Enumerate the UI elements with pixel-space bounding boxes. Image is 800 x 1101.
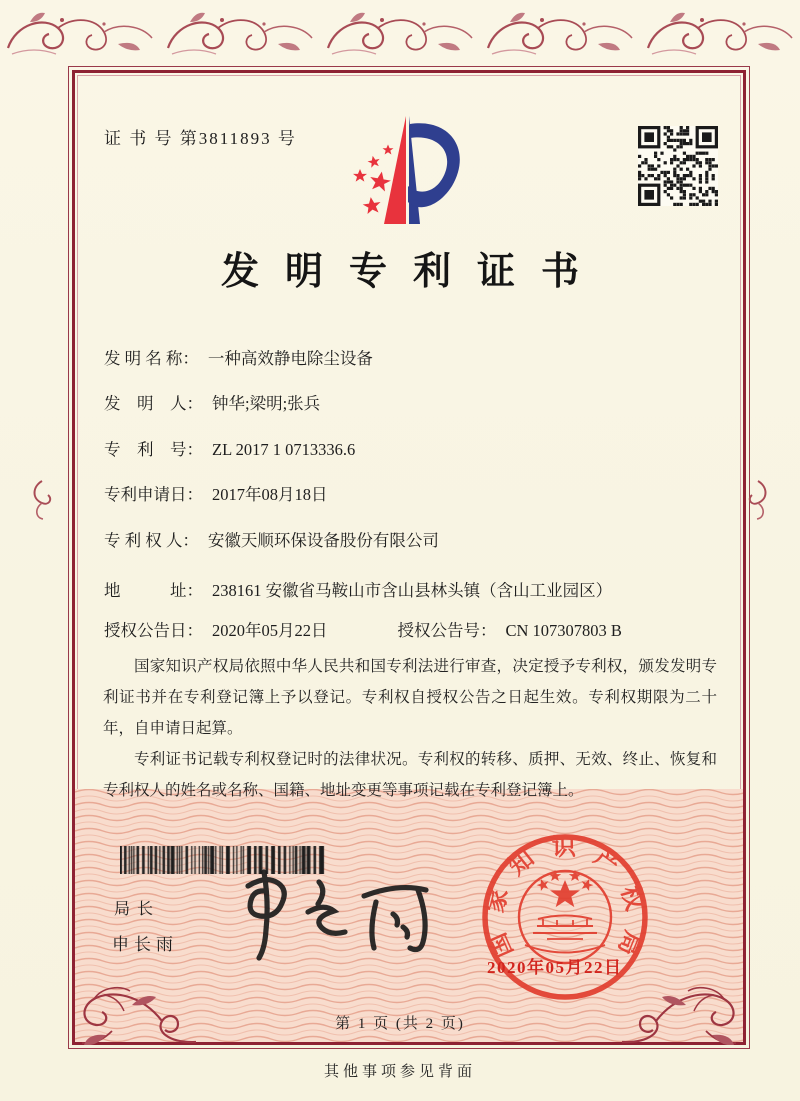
seal-text: 国家知识产权局 [482,834,648,962]
field-label: 专 利 权 人： [104,531,199,550]
field-row-patent-number [104,436,724,460]
field-label: 地 址： [104,581,203,600]
field-row-invention-name [104,345,724,369]
grant-date-label: 授权公告日： [104,621,203,640]
field-row-address [104,577,724,601]
field-row-inventors [104,390,724,414]
bottom-right-flourish [618,985,748,1045]
grant-number-value: CN 107307803 B [505,621,622,640]
bottom-left-flourish [70,985,200,1045]
legal-text [103,651,717,806]
field-value: 安徽天顺环保设备股份有限公司 [207,531,439,550]
top-border-ornament [0,0,800,64]
official-seal [470,822,660,1012]
seal-date: 2020年05月22日 [487,958,623,977]
director-name: 申长雨 [112,935,178,954]
legal-paragraph-2: 专利证书记载专利权登记时的法律状况。专利权的转移、质押、无效、终止、恢复和专利权人的姓名或名称、国籍、地址变更等事项记载在专利登记簿上。 [103,751,717,799]
field-value: 2017年08月18日 [212,485,328,504]
field-label: 专利申请日： [104,485,203,504]
left-edge-ornament [28,478,56,522]
certificate-title: 发明专利证书 [220,251,605,293]
field-label: 发 明 人： [104,394,203,413]
certificate-number: 证 书 号 第3811893 号 [104,129,297,148]
director-signature [212,864,442,969]
legal-paragraph-1: 国家知识产权局依照中华人民共和国专利法进行审查，决定授予专利权，颁发发明专利证书并在专利登记簿上予以登记。专利权自授权公告之日起生效。专利权期限为二十年，自申请日起算。 [103,658,717,737]
right-edge-ornament [744,478,772,522]
field-value: 钟华;梁明;张兵 [212,394,321,413]
grant-date-value: 2020年05月22日 [212,621,328,640]
field-row-filing-date [104,481,724,505]
back-side-note: 其他事项参见背面 [323,1064,476,1080]
field-value: 238161 安徽省马鞍山市含山县林头镇（含山工业园区） [212,581,613,600]
national-emblem-icon [519,870,611,963]
field-value: ZL 2017 1 0713336.6 [212,440,356,459]
field-row-grant [104,617,724,641]
grant-number-label: 授权公告号： [397,621,497,640]
director-title: 局长 [114,901,161,918]
field-row-patentee [104,527,724,551]
field-value: 一种高效静电除尘设备 [207,349,373,368]
qr-code [638,126,718,206]
field-label: 专 利 号： [104,440,203,459]
cnipa-logo-icon [330,110,484,232]
field-label: 发 明 名 称： [104,349,199,368]
page-number: 第 1 页 (共 2 页) [335,1016,465,1032]
